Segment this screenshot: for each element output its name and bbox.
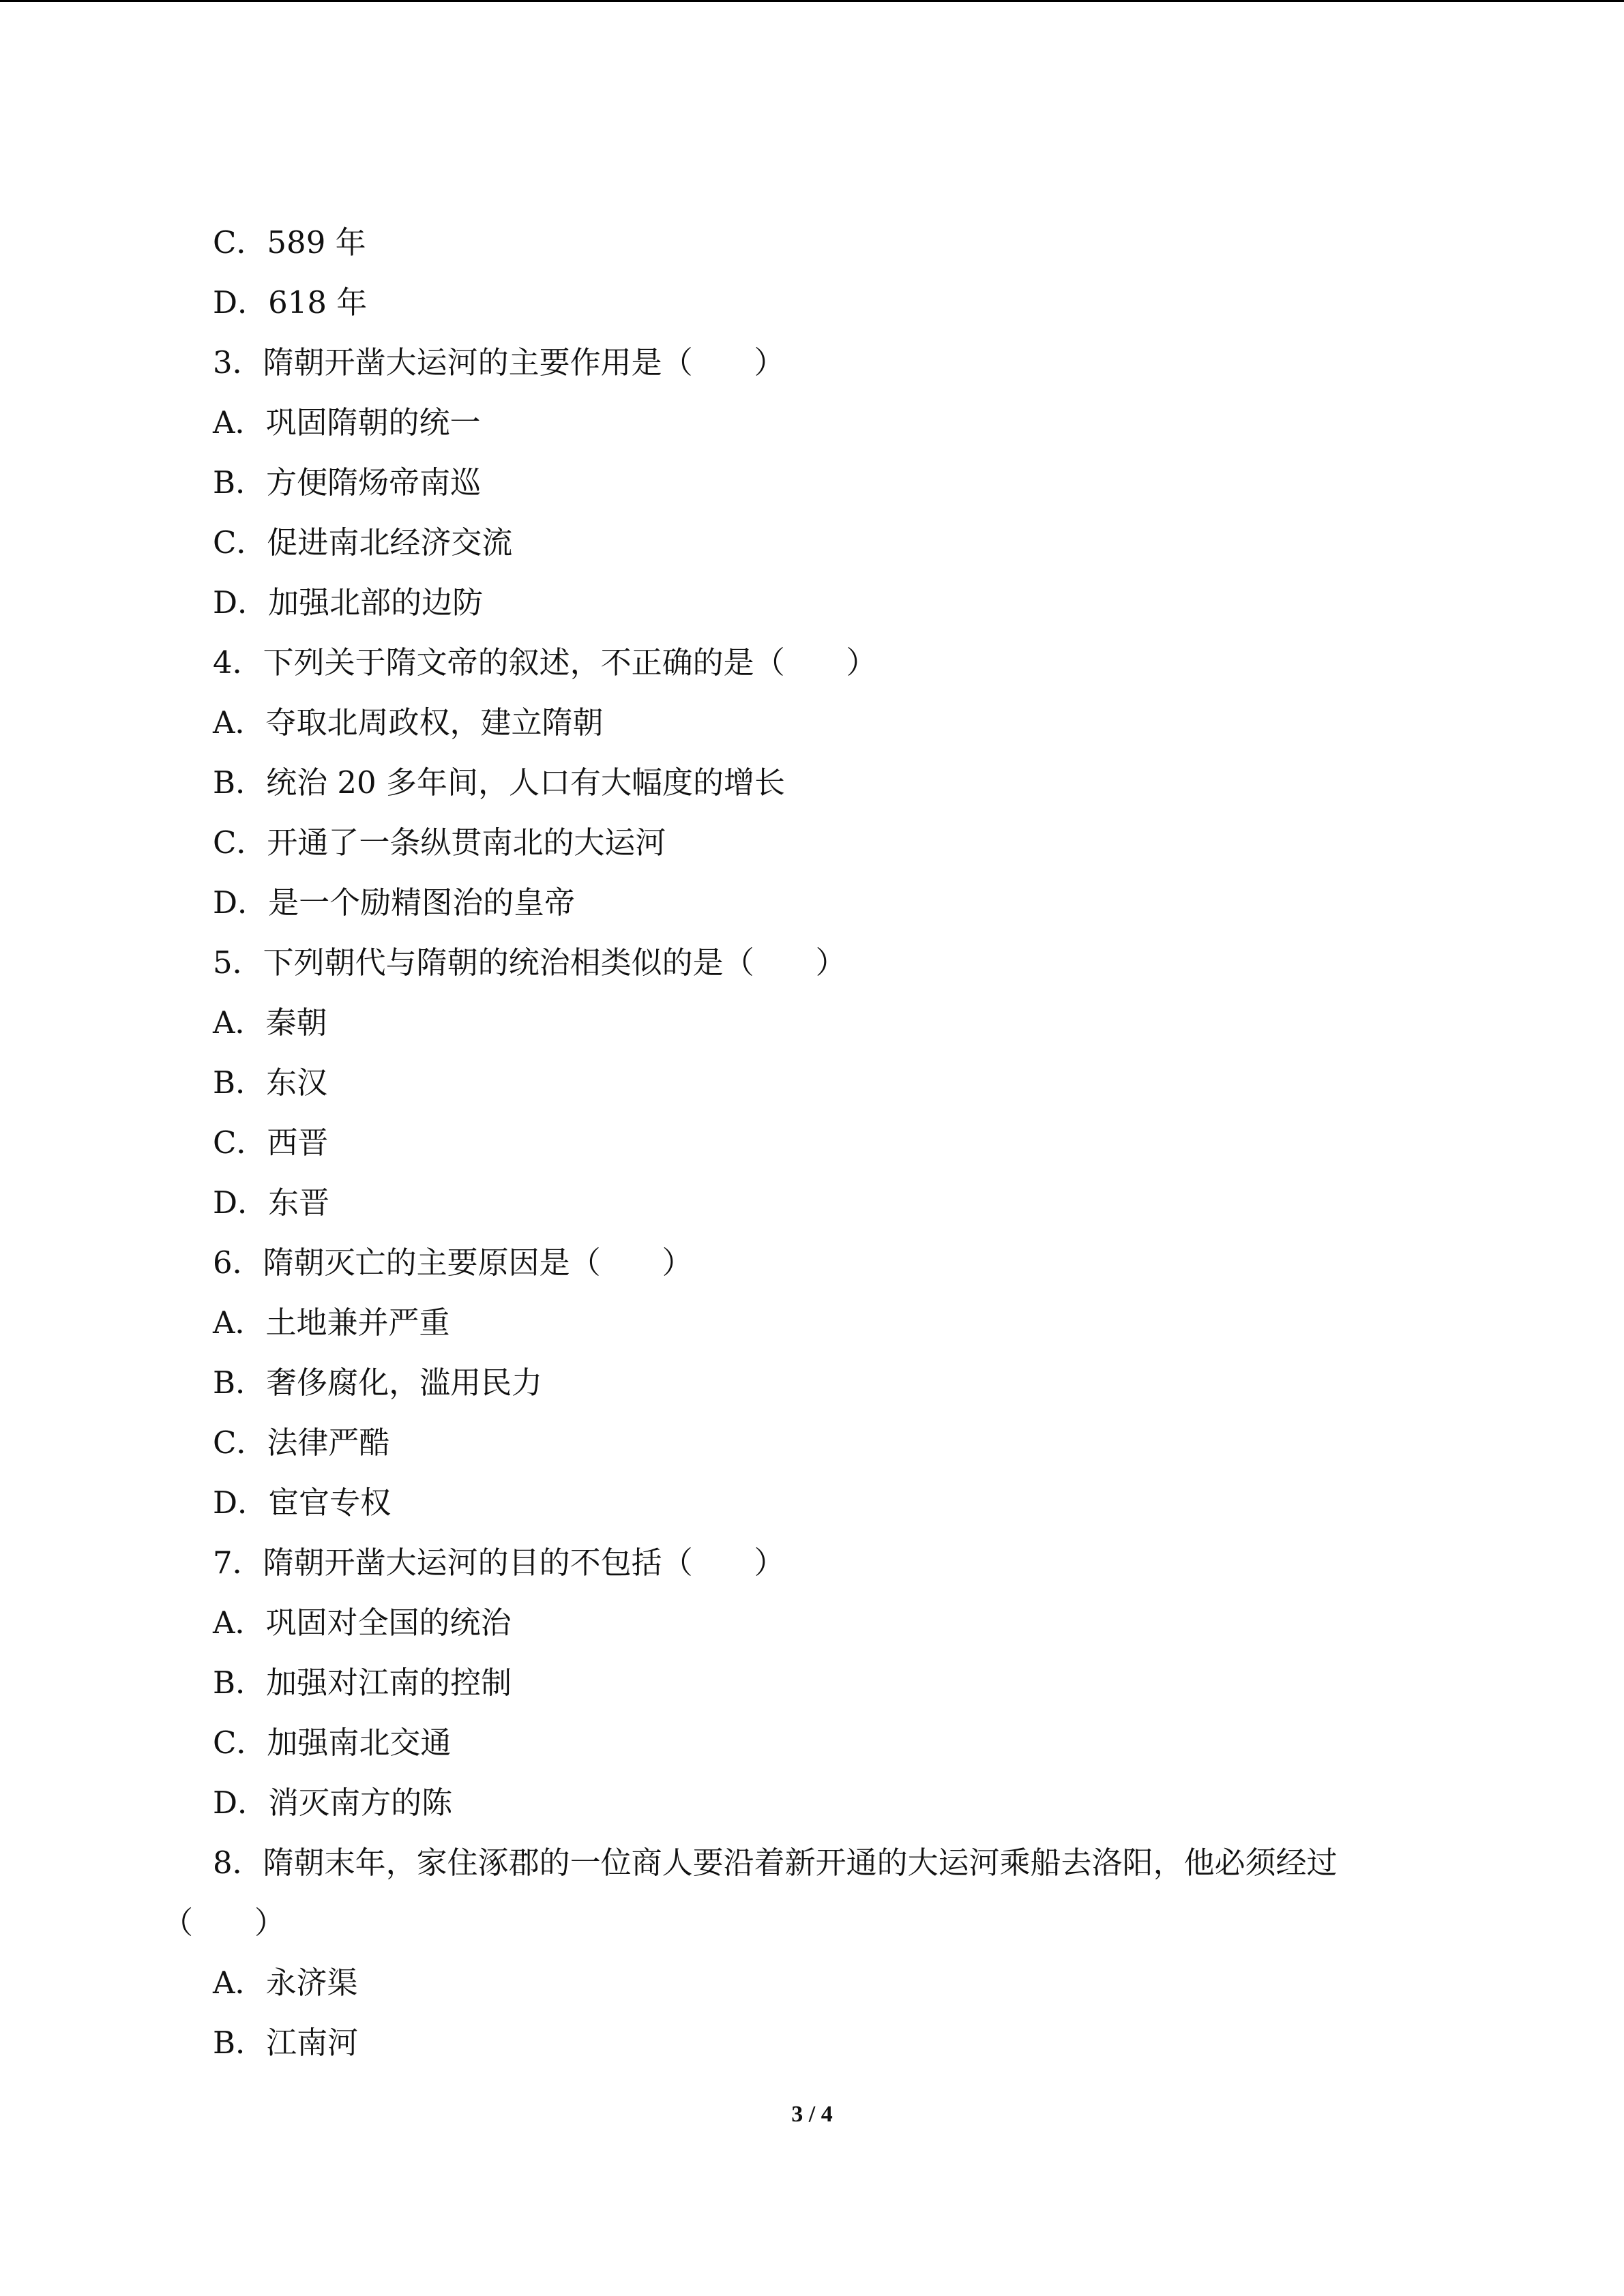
option-line: A．土地兼并严重 xyxy=(213,1304,450,1341)
question-stem: 4．下列关于隋文帝的叙述，不正确的是（ ） xyxy=(213,644,877,681)
question-stem: 8．隋朝末年，家住涿郡的一位商人要沿着新开通的大运河乘船去洛阳，他必须经过 xyxy=(213,1845,1338,1881)
top-rule xyxy=(0,0,1624,2)
option-line: A．夺取北周政权，建立隋朝 xyxy=(213,704,604,741)
question-list xyxy=(162,213,1458,2073)
question-stem: 7．隋朝开凿大运河的目的不包括（ ） xyxy=(213,1545,785,1581)
option-line: A．永济渠 xyxy=(213,1965,358,2001)
option-line: C．法律严酷 xyxy=(213,1425,390,1461)
option-line: A．巩固对全国的统治 xyxy=(213,1605,512,1641)
option-line: C．589 年 xyxy=(213,224,366,260)
question-stem-continuation: （ ） xyxy=(162,1905,286,1941)
page-number: 3 / 4 xyxy=(791,2102,833,2127)
option-line: B．加强对江南的控制 xyxy=(213,1665,512,1701)
option-line: B．奢侈腐化，滥用民力 xyxy=(213,1365,543,1401)
question-stem: 5．下列朝代与隋朝的统治相类似的是（ ） xyxy=(213,944,846,981)
option-line: B．江南河 xyxy=(213,2025,359,2061)
option-line: C．西晋 xyxy=(213,1124,329,1161)
option-line: D．加强北部的边防 xyxy=(213,584,484,621)
option-line: D．宦官专权 xyxy=(213,1485,392,1521)
question-stem: 3．隋朝开凿大运河的主要作用是（ ） xyxy=(213,344,785,381)
option-line: D．618 年 xyxy=(213,284,368,320)
option-line: C．促进南北经济交流 xyxy=(213,524,513,561)
option-line: B．东汉 xyxy=(213,1064,328,1101)
option-line: D．消灭南方的陈 xyxy=(213,1785,453,1821)
option-line: C．开通了一条纵贯南北的大运河 xyxy=(213,824,666,861)
option-line: B．方便隋炀帝南巡 xyxy=(213,464,482,501)
option-line: D．是一个励精图治的皇帝 xyxy=(213,884,576,921)
question-stem: 6．隋朝灭亡的主要原因是（ ） xyxy=(213,1244,693,1281)
option-line: B．统治 20 多年间，人口有大幅度的增长 xyxy=(213,764,785,801)
option-line: C．加强南北交通 xyxy=(213,1725,452,1761)
document-body xyxy=(162,213,1458,2073)
option-line: D．东晋 xyxy=(213,1184,330,1221)
option-line: A．秦朝 xyxy=(213,1004,327,1041)
option-line: A．巩固隋朝的统一 xyxy=(213,404,481,441)
